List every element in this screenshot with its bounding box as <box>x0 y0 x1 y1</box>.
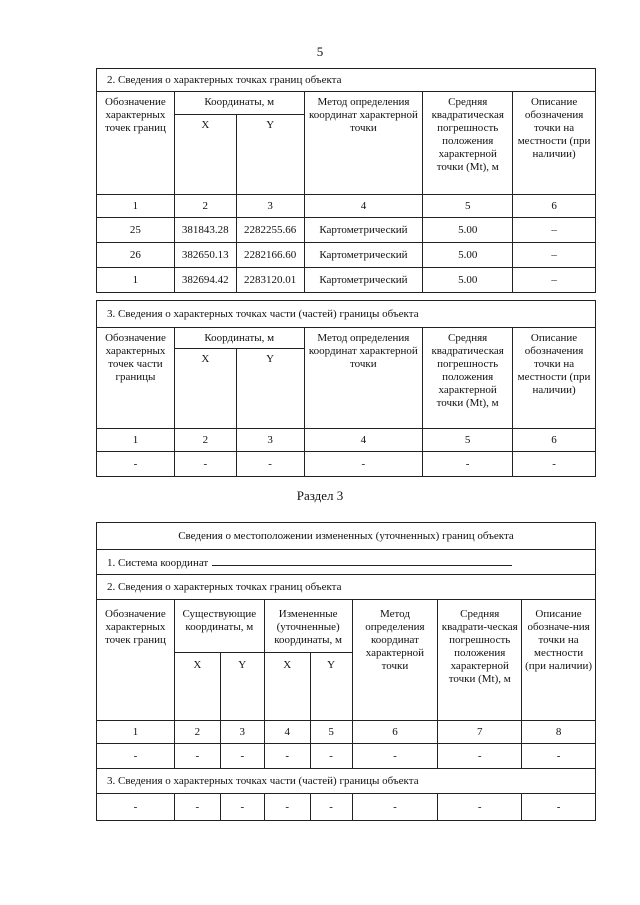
section-title: Раздел 3 <box>296 488 344 503</box>
col-number: 4 <box>304 429 423 452</box>
cell: 26 <box>97 243 175 268</box>
header-y: Y <box>310 652 352 720</box>
col-number: 2 <box>174 721 220 744</box>
header-existing-coords: Существующие координаты, м <box>174 600 264 653</box>
cell: - <box>97 744 175 769</box>
cell: 381843.28 <box>174 218 236 243</box>
cell: – <box>513 243 596 268</box>
col-number: 3 <box>220 721 264 744</box>
cell: - <box>522 744 596 769</box>
cell: Картометрический <box>304 243 423 268</box>
part-boundary-points-table <box>96 300 596 477</box>
table-caption: 3. Сведения о характерных точках части (частей) границы объекта <box>97 769 596 794</box>
cell: - <box>174 744 220 769</box>
header-designation: Обозначение характерных точек части границы <box>97 328 175 429</box>
table-row <box>97 243 596 268</box>
cell: 5.00 <box>423 218 513 243</box>
table-title: Сведения о местоположении измененных (уточненных) границ объекта <box>97 523 596 550</box>
header-x: X <box>174 349 236 429</box>
cell: - <box>97 452 175 477</box>
col-number: 3 <box>236 195 304 218</box>
header-y: Y <box>236 349 304 429</box>
header-coords: Координаты, м <box>174 92 304 115</box>
header-method: Метод определения координат характерной точки <box>304 328 423 429</box>
cell: Картометрический <box>304 218 423 243</box>
cell: - <box>174 452 236 477</box>
cell: - <box>438 794 522 821</box>
cell: - <box>310 744 352 769</box>
header-changed-coords: Измененные (уточненные) координаты, м <box>264 600 352 653</box>
cell: 2283120.01 <box>236 268 304 293</box>
cell: - <box>174 794 220 821</box>
header-x: X <box>264 652 310 720</box>
table-caption: 3. Сведения о характерных точках части (частей) границы объекта <box>97 301 596 328</box>
cell: 25 <box>97 218 175 243</box>
header-description: Описание обозначения точки на местности (при наличии) <box>513 92 596 195</box>
header-description: Описание обозначе-ния точки на местности (при наличии) <box>522 600 596 721</box>
col-number: 4 <box>304 195 423 218</box>
coord-system-blank <box>212 555 512 566</box>
coord-system-row <box>97 550 596 575</box>
cell: - <box>438 744 522 769</box>
col-number: 5 <box>310 721 352 744</box>
cell: – <box>513 218 596 243</box>
table-row <box>97 744 596 769</box>
coord-system-label: 1. Система координат <box>107 556 209 569</box>
cell: Картометрический <box>304 268 423 293</box>
cell: - <box>513 452 596 477</box>
boundary-points-table <box>96 68 596 293</box>
header-error: Средняя квадратическая погрешность положения характерной точки (Mt), м <box>423 328 513 429</box>
col-number: 5 <box>423 195 513 218</box>
col-number: 1 <box>97 721 175 744</box>
col-number: 3 <box>236 429 304 452</box>
cell: 382650.13 <box>174 243 236 268</box>
page-number: 5 <box>316 44 324 59</box>
col-number: 1 <box>97 429 175 452</box>
header-designation: Обозначение характерных точек границ <box>97 92 175 195</box>
table-row <box>97 218 596 243</box>
cell: - <box>310 794 352 821</box>
header-description: Описание обозначения точки на местности (при наличии) <box>513 328 596 429</box>
header-coords: Координаты, м <box>174 328 304 349</box>
cell: - <box>264 794 310 821</box>
header-x: X <box>174 115 236 195</box>
cell: - <box>264 744 310 769</box>
col-number: 6 <box>513 429 596 452</box>
cell: 5.00 <box>423 243 513 268</box>
header-designation: Обозначение характерных точек границ <box>97 600 175 721</box>
table-caption: 2. Сведения о характерных точках границ объекта <box>97 575 596 600</box>
header-method: Метод определения координат характерной точки <box>304 92 423 195</box>
changed-boundaries-table <box>96 522 596 821</box>
col-number: 2 <box>174 429 236 452</box>
cell: - <box>97 794 175 821</box>
cell: – <box>513 268 596 293</box>
cell: - <box>304 452 423 477</box>
table-row <box>97 794 596 821</box>
col-number: 6 <box>352 721 438 744</box>
cell: - <box>423 452 513 477</box>
header-y: Y <box>236 115 304 195</box>
cell: 382694.42 <box>174 268 236 293</box>
header-method: Метод определения координат характерной точки <box>352 600 438 721</box>
header-y: Y <box>220 652 264 720</box>
cell: 2282166.60 <box>236 243 304 268</box>
col-number: 7 <box>438 721 522 744</box>
header-x: X <box>174 652 220 720</box>
col-number: 2 <box>174 195 236 218</box>
cell: - <box>236 452 304 477</box>
cell: - <box>220 794 264 821</box>
header-error: Средняя квадратическая погрешность положения характерной точки (Mt), м <box>423 92 513 195</box>
header-error: Средняя квадрати-ческая погрешность положения характерной точки (Mt), м <box>438 600 522 721</box>
table-row <box>97 268 596 293</box>
table-row <box>97 452 596 477</box>
cell: 5.00 <box>423 268 513 293</box>
cell: - <box>522 794 596 821</box>
col-number: 1 <box>97 195 175 218</box>
cell: 2282255.66 <box>236 218 304 243</box>
cell: - <box>352 794 438 821</box>
col-number: 8 <box>522 721 596 744</box>
cell: - <box>352 744 438 769</box>
cell: 1 <box>97 268 175 293</box>
col-number: 6 <box>513 195 596 218</box>
col-number: 4 <box>264 721 310 744</box>
cell: - <box>220 744 264 769</box>
col-number: 5 <box>423 429 513 452</box>
table-caption: 2. Сведения о характерных точках границ объекта <box>97 69 596 92</box>
